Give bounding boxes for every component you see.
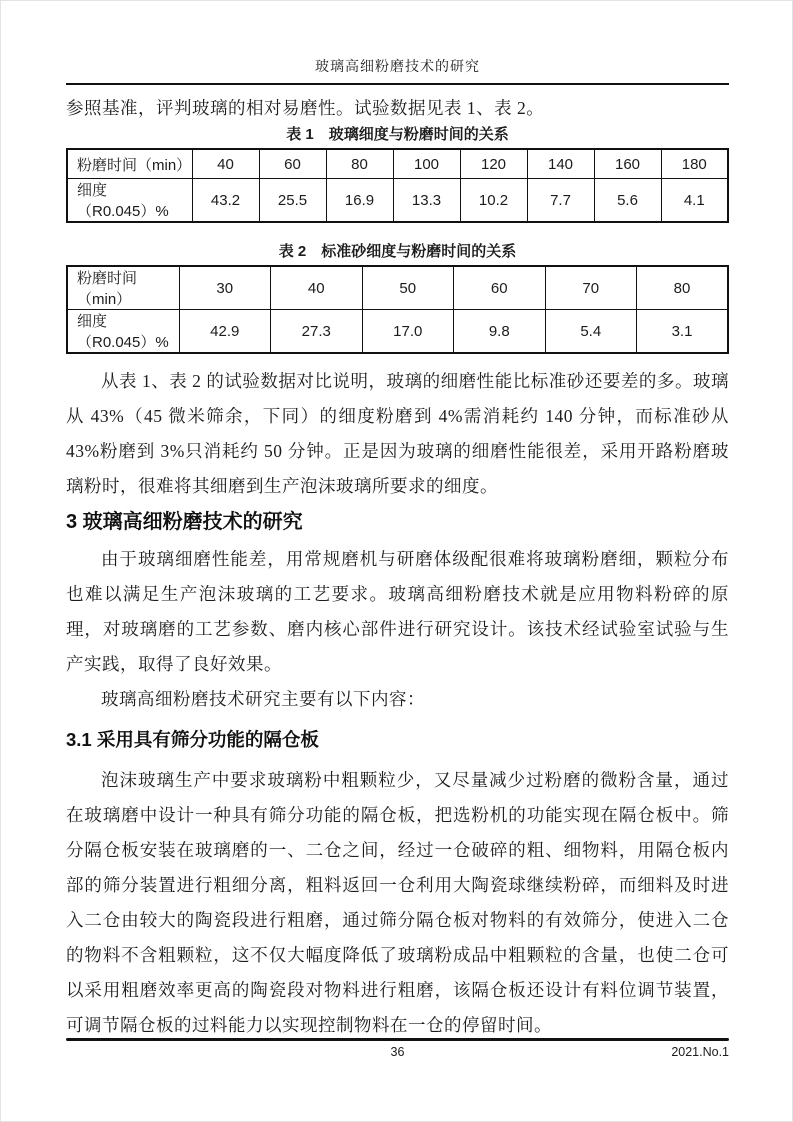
table-cell: 50	[362, 266, 454, 310]
table-2	[66, 265, 729, 354]
table-cell: 120	[460, 149, 527, 179]
footer-row	[66, 1044, 729, 1060]
table-cell: 7.7	[527, 179, 594, 223]
comparison-paragraph: 从表 1、表 2 的试验数据对比说明，玻璃的细磨性能比标准砂还要差的多。玻璃从 43%（45 微米筛余，下同）的细度粉磨到 4%需消耗约 140 分钟，而标准砂从 43%粉磨到 3%只消耗约 50 分钟。正是因为玻璃的细磨性能很差，采用开路粉磨玻璃粉时，很难将其细磨到生产泡沫玻璃所要求的细度。	[66, 371, 729, 496]
table-cell: 13.3	[393, 179, 460, 223]
table-cell: 80	[326, 149, 393, 179]
table-cell: 43.2	[192, 179, 259, 223]
table-cell: 60	[454, 266, 546, 310]
page-number: 36	[390, 1045, 405, 1059]
table-cell: 70	[545, 266, 637, 310]
table-row	[67, 310, 728, 354]
section-3-1-paragraph: 泡沫玻璃生产中要求玻璃粉中粗颗粒少，又尽量减少过粉磨的微粉含量，通过在玻璃磨中设计一种具有筛分功能的隔仓板，把选粉机的功能实现在隔仓板中。筛分隔仓板安装在玻璃磨的一、二仓之间，经过一仓破碎的粗、细物料，用隔仓板内部的筛分装置进行粗细分离，粗料返回一仓利用大陶瓷球继续粉碎，而细料及时进入二仓由较大的陶瓷段进行粗磨，通过筛分隔仓板对物料的有效筛分，使进入二仓的物料不含粗颗粒，这不仅大幅度降低了玻璃粉成品中粗颗粒的含量，也使二仓可以采用粗磨效率更高的陶瓷段对物料进行粗磨，该隔仓板还设计有料位调节装置，可调节隔仓板的过料能力以实现控制物料在一仓的停留时间。	[66, 770, 729, 1035]
table-cell: 140	[527, 149, 594, 179]
footer-divider	[66, 1038, 729, 1041]
section-3-heading: 3 玻璃高细粉磨技术的研究	[66, 511, 303, 533]
row-label-cell: 细度（R0.045）%	[67, 310, 179, 354]
table-row	[67, 179, 728, 223]
table-cell: 40	[192, 149, 259, 179]
table-cell: 10.2	[460, 179, 527, 223]
table-cell: 5.6	[594, 179, 661, 223]
table-cell: 4.1	[661, 179, 728, 223]
table-cell: 25.5	[259, 179, 326, 223]
table-cell: 42.9	[179, 310, 271, 354]
table-cell: 3.1	[637, 310, 729, 354]
table-cell: 27.3	[271, 310, 363, 354]
table-row	[67, 149, 728, 179]
section-3-paragraph-1: 由于玻璃细磨性能差，用常规磨机与研磨体级配很难将玻璃粉磨细，颗粒分布也难以满足生产泡沫玻璃的工艺要求。玻璃高细粉磨技术就是应用物料粉碎的原理，对玻璃磨的工艺参数、磨内核心部件进行研究设计。该技术经试验室试验与生产实践，取得了良好效果。	[66, 549, 729, 674]
table-2-caption: 表 2 标准砂细度与粉磨时间的关系	[278, 243, 517, 260]
page-footer	[66, 1038, 729, 1060]
table-cell: 160	[594, 149, 661, 179]
row-label-cell: 粉磨时间（min）	[67, 266, 179, 310]
intro-paragraph: 参照基准，评判玻璃的相对易磨性。试验数据见表 1、表 2。	[66, 98, 545, 118]
table-cell: 16.9	[326, 179, 393, 223]
table-cell: 30	[179, 266, 271, 310]
table-cell: 5.4	[545, 310, 637, 354]
table-cell: 9.8	[454, 310, 546, 354]
table-cell: 100	[393, 149, 460, 179]
journal-issue-label: 2021.No.1	[671, 1045, 729, 1059]
table-cell: 180	[661, 149, 728, 179]
table-1-caption: 表 1 玻璃细度与粉磨时间的关系	[286, 126, 509, 143]
section-3-1-heading: 3.1 采用具有筛分功能的隔仓板	[66, 729, 319, 750]
header-divider	[66, 83, 729, 85]
table-cell: 80	[637, 266, 729, 310]
row-label-cell: 粉磨时间（min）	[67, 149, 192, 179]
table-1	[66, 148, 729, 223]
table-cell: 60	[259, 149, 326, 179]
page-content	[66, 1, 729, 1043]
section-3-paragraph-2: 玻璃高细粉磨技术研究主要有以下内容：	[101, 689, 425, 709]
table-cell: 17.0	[362, 310, 454, 354]
table-cell: 40	[271, 266, 363, 310]
row-label-cell: 细度（R0.045）%	[67, 179, 192, 223]
running-header-title: 玻璃高细粉磨技术的研究	[315, 60, 480, 75]
table-row	[67, 266, 728, 310]
